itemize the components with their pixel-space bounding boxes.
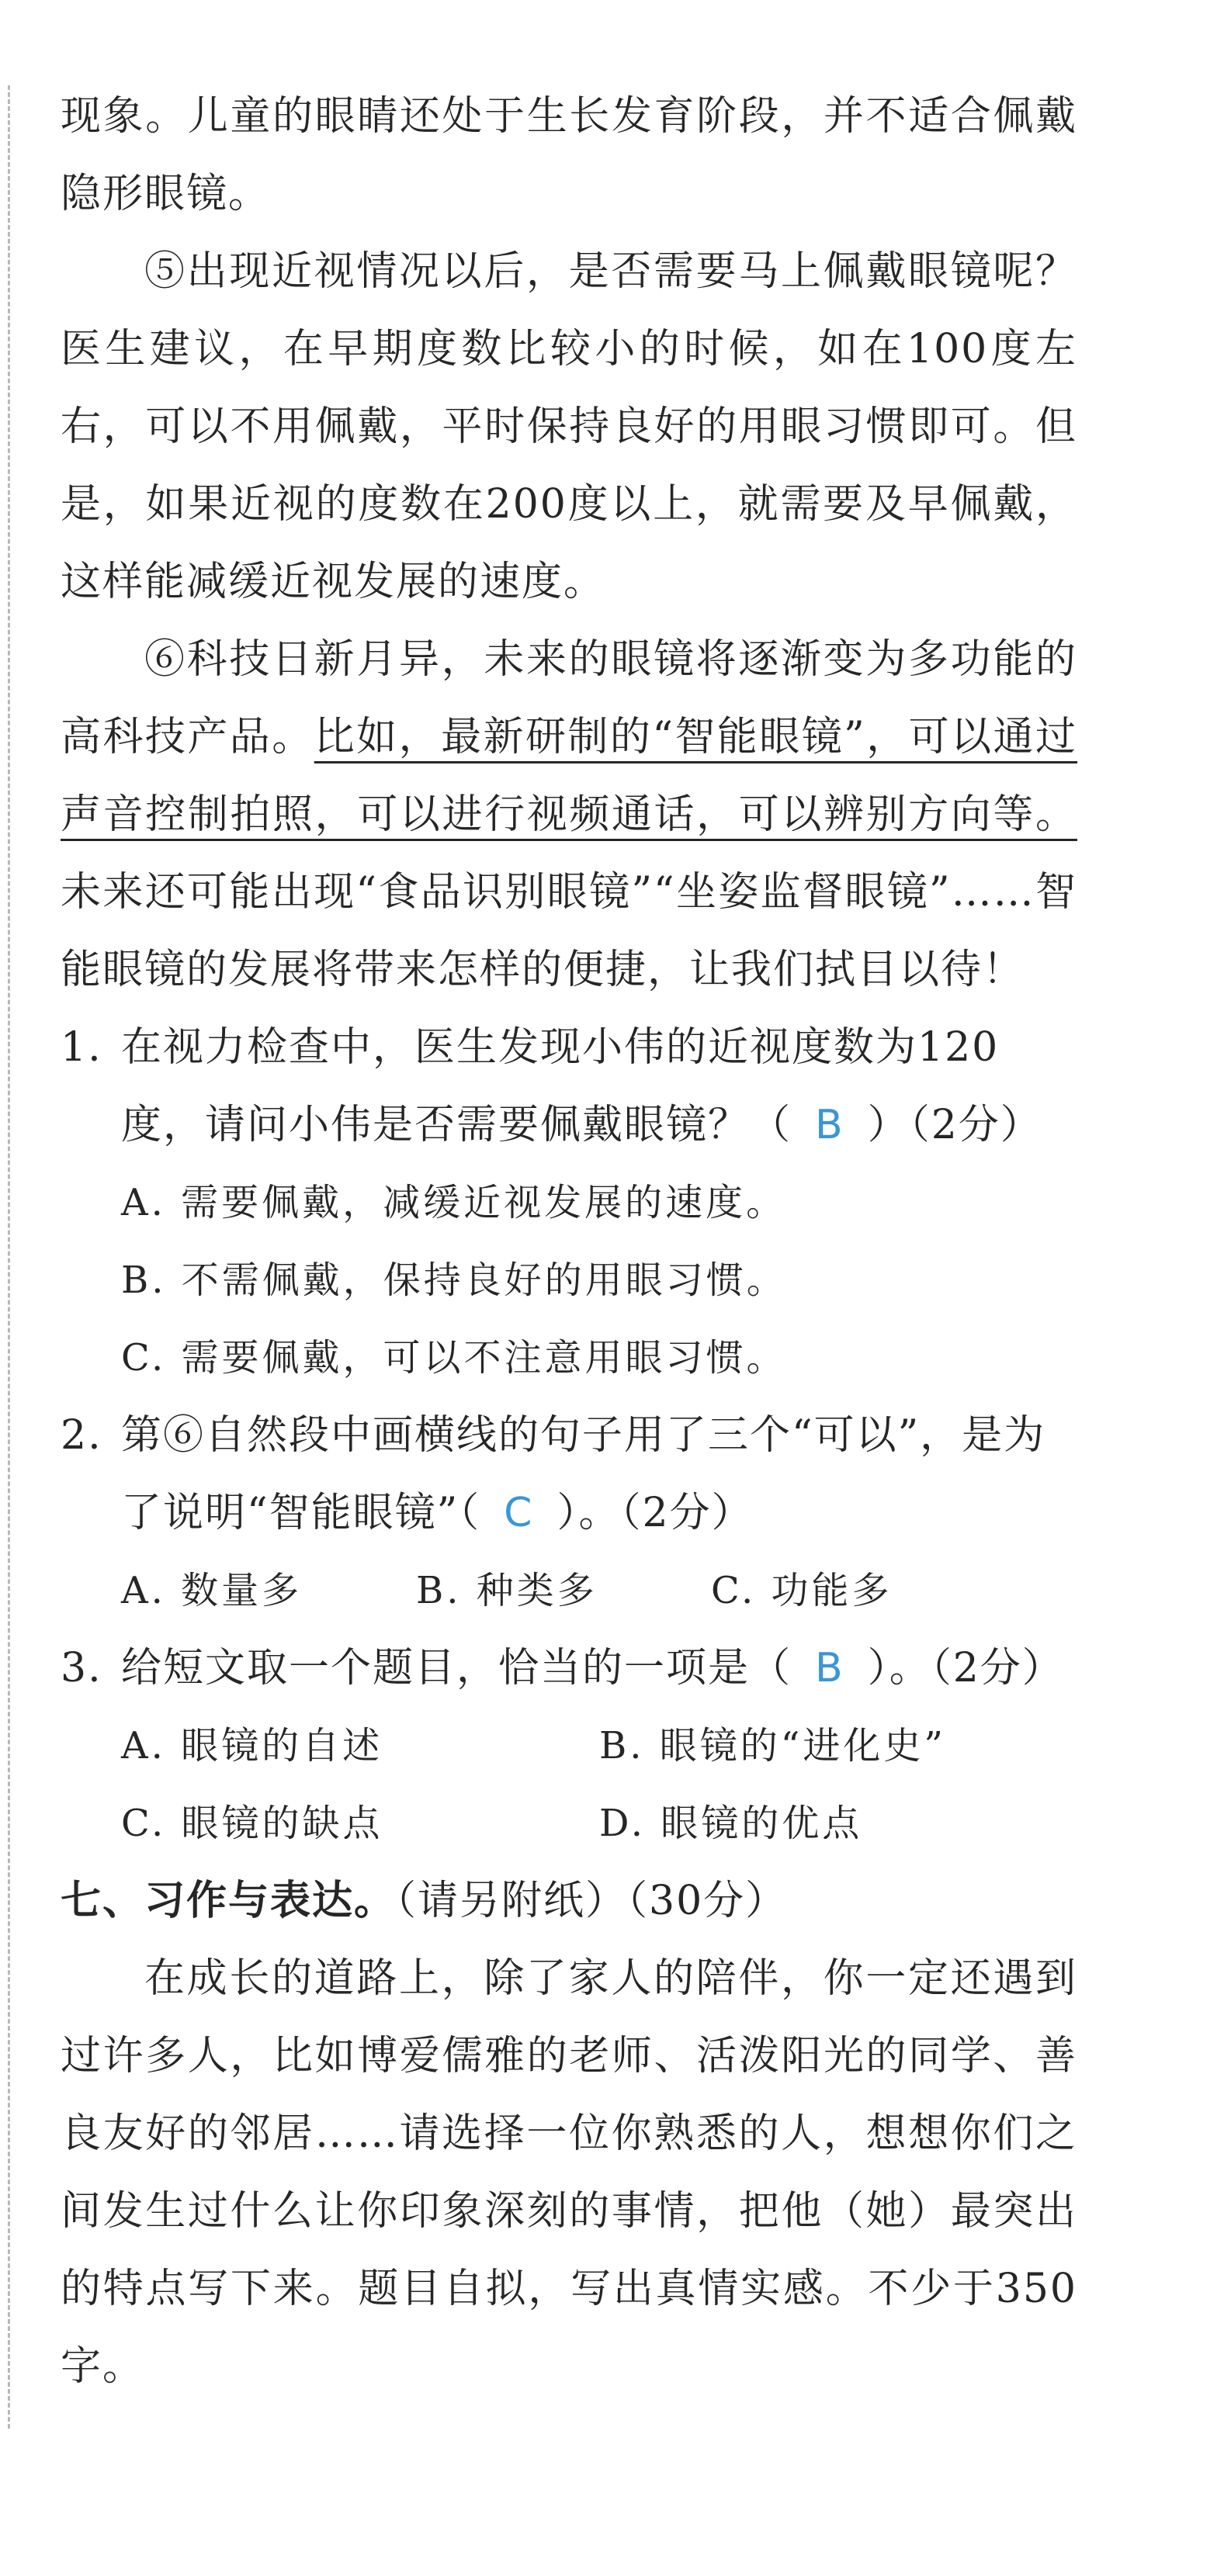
question-2-score: ）。（2分） [557,1490,754,1536]
question-1-option-a: A. 需要佩戴，减缓近视发展的速度。 [121,1181,787,1224]
question-2-number: 2. [61,1412,102,1459]
question-3-answer[interactable]: B [815,1645,844,1691]
question-3-text: 给短文取一个题目，恰当的一项是（ [121,1645,792,1691]
question-2-answer[interactable]: C [504,1490,534,1536]
question-3-number: 3. [61,1645,102,1691]
passage-paragraph-4-end: 现象。儿童的眼睛还处于生长发育阶段，并不适合佩戴隐形眼镜。 [61,93,1077,217]
section-7-note: （请另附纸）（30分） [396,1878,788,1924]
question-1-stem [61,1009,1077,1164]
question-2-text: 第⑥自然段中画横线的句子用了三个“可以”，是为了说明“智能眼镜”（ [121,1412,1046,1536]
question-3 [61,1629,1077,1862]
question-3-option-b: B. 眼镜的“进化史” [599,1724,946,1768]
question-1-answer[interactable]: B [815,1102,844,1148]
question-1-number: 1. [61,1024,102,1071]
question-3-options-row-1 [61,1707,1077,1785]
question-3-options-row-2 [61,1785,1077,1862]
passage-paragraph-6 [61,621,1077,1009]
question-1-option-b: B. 不需佩戴，保持良好的用眼习惯。 [121,1259,787,1302]
question-1-option-c: C. 需要佩戴，可以不注意用眼习惯。 [121,1336,787,1380]
section-7-title: 七、习作与表达。 [61,1877,397,1924]
question-2-option-a: A. 数量多 [121,1569,303,1612]
question-1-text: 在视力检查中，医生发现小伟的近视度数为120度，请问小伟是否需要佩戴眼镜？（ [121,1024,1000,1148]
passage-paragraph-5: ⑤出现近视情况以后，是否需要马上佩戴眼镜呢？医生建议，在早期度数比较小的时候，如在100度左右，可以不用佩戴，平时保持良好的用眼习惯即可。但是，如果近视的度数在200度以上，就需要及早佩戴，这样能减缓近视发展的速度。 [61,248,1077,605]
section-7-heading [61,1862,1077,1940]
question-3-stem [61,1629,1077,1707]
question-3-option-c: C. 眼镜的缺点 [121,1802,383,1845]
question-3-score: ）。（2分） [867,1645,1064,1691]
question-3-option-d: D. 眼镜的优点 [599,1802,863,1845]
question-2 [61,1397,1077,1629]
binding-margin-line [8,85,10,2429]
question-2-options [61,1552,1077,1629]
question-1 [61,1009,1077,1397]
question-3-option-a: A. 眼镜的自述 [121,1724,383,1768]
section-7-prompt: 在成长的道路上，除了家人的陪伴，你一定还遇到过许多人，比如博爱儒雅的老师、活泼阳光的同学、善良友好的邻居……请选择一位你熟悉的人，想想你们之间发生过什么让你印象深刻的事情，把他（她）最突出的特点写下来。题目自拟，写出真情实感。不少于350字。 [61,1955,1077,2390]
question-2-stem [61,1397,1077,1552]
paragraph-6-conclusion: 未来还可能出现“食品识别眼镜”“坐姿监督眼镜”……智能眼镜的发展将带来怎样的便捷，让我们拭目以待！ [61,869,1077,993]
underlined-sentence: 比如，最新研制的“智能眼镜”，可以通过声音控制拍照，可以进行视频通话，可以辨别方向等。 [61,714,1077,838]
worksheet-content [61,78,1077,2405]
question-2-option-c: C. 功能多 [711,1569,893,1612]
question-2-option-b: B. 种类多 [416,1569,598,1612]
paragraph-6-intro: ⑥科技日新月异，未来的眼镜将逐渐变为多功能的高科技产品。 [61,636,1077,760]
question-1-score: ）（2分） [867,1102,1042,1148]
